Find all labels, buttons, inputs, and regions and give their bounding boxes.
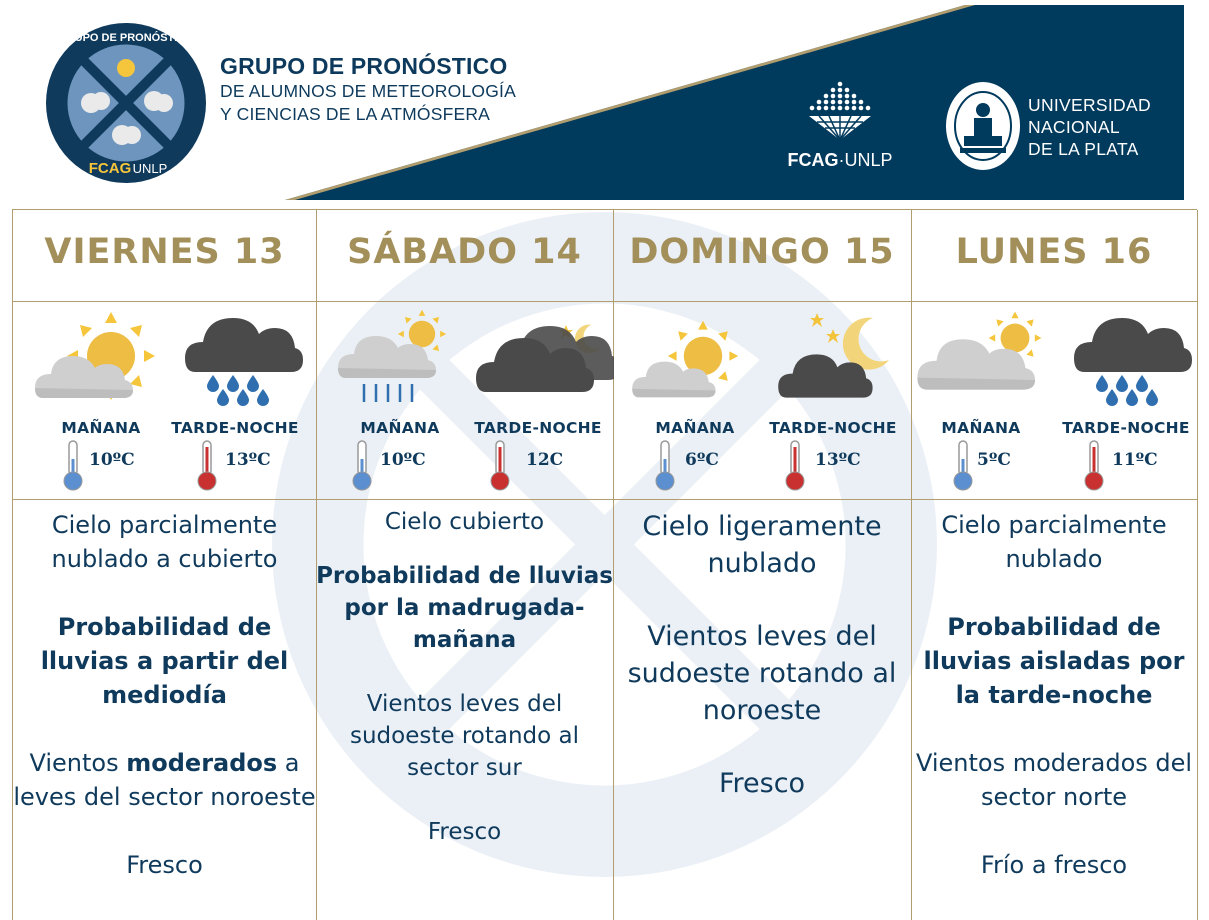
day-column-lunes [911, 210, 1198, 920]
thermometer-cold-icon [951, 440, 975, 500]
sky-text: Cielo cubierto [384, 509, 545, 535]
forecast-table [12, 209, 1197, 920]
morning-label: MAÑANA [360, 419, 440, 437]
evening-temp: 11ºC [1112, 450, 1158, 470]
partly-cloudy-night-icon [763, 310, 903, 410]
morning-temp: 6ºC [685, 450, 719, 470]
day-description [911, 508, 1197, 882]
temp-text: Frío a fresco [980, 851, 1128, 879]
wind-text: Vientos leves del sudoeste rotando al noroeste [627, 621, 897, 726]
partly-cloudy-icon [31, 310, 171, 410]
wind-text: Vientos moderados del sector norte [915, 749, 1193, 811]
thermometer-cold-icon [61, 440, 85, 500]
morning-forecast [625, 310, 765, 490]
evening-label: TARDE-NOCHE [474, 419, 602, 437]
unlp-line-2: NACIONAL [1028, 117, 1120, 137]
thermometer-cold-icon [653, 440, 677, 500]
wind-text: Vientos leves del sudoeste rotando al sector sur [349, 691, 580, 781]
fcag-unlp-logo [784, 80, 896, 171]
evening-label: TARDE-NOCHE [1062, 419, 1190, 437]
evening-forecast [165, 310, 305, 490]
seal-unlp-text: UNLP [132, 161, 168, 176]
morning-label: MAÑANA [655, 419, 735, 437]
day-title: VIERNES 13 [44, 232, 285, 272]
wind-text-c: a leves del sector noroeste [13, 749, 316, 811]
thermometer-hot-icon [783, 440, 807, 500]
header [0, 0, 1209, 205]
thermometer-hot-icon [1082, 440, 1106, 500]
thermometer-hot-icon [488, 440, 512, 500]
grupo-title-block [220, 52, 516, 126]
evening-forecast [1056, 310, 1196, 490]
partly-cloudy-icon [911, 310, 1051, 410]
temp-text: Fresco [126, 851, 203, 879]
header-row-divider [13, 301, 1197, 302]
morning-temp: 5ºC [977, 450, 1011, 470]
wind-text [13, 746, 316, 814]
morning-forecast [911, 310, 1051, 490]
thermometer-cold-icon [350, 440, 374, 500]
fcag-label-b: ·UNLP [838, 150, 893, 170]
sky-text: Cielo parcialmente nublado [941, 511, 1167, 573]
evening-forecast [763, 310, 903, 490]
morning-label: MAÑANA [61, 419, 141, 437]
morning-temp: 10ºC [89, 450, 135, 470]
partly-cloudy-icon [625, 310, 765, 410]
day-column-sabado [316, 210, 614, 920]
sun-rain-cloud-icon [330, 310, 470, 410]
seal-top-text: GRUPO DE PRONÓSTICO [58, 32, 194, 44]
morning-forecast [31, 310, 171, 490]
temp-text: Fresco [427, 819, 502, 845]
sky-text: Cielo ligeramente nublado [642, 511, 882, 579]
fcag-label-a: FCAG [787, 150, 839, 170]
day-column-viernes [13, 210, 317, 920]
rain-cloud-icon [165, 310, 305, 410]
grupo-title: GRUPO DE PRONÓSTICO [220, 53, 508, 79]
morning-label: MAÑANA [941, 419, 1021, 437]
cloudy-night-icon [454, 310, 614, 410]
rain-text: Probabilidad de lluvias por la madrugada-mañana [316, 563, 613, 653]
rain-text: Probabilidad de lluvias aisladas por la tarde-noche [923, 613, 1185, 709]
seal-fcag-text: FCAG [88, 160, 132, 177]
evening-temp: 12C [526, 450, 564, 470]
sky-text: Cielo parcialmente nublado a cubierto [51, 511, 278, 573]
day-title: SÁBADO 14 [347, 232, 582, 272]
fcag-unlp-label [784, 150, 896, 171]
day-description [613, 508, 911, 802]
day-description [13, 508, 316, 882]
grupo-subtitle-2: Y CIENCIAS DE LA ATMÓSFERA [220, 104, 491, 124]
grupo-subtitle-1: DE ALUMNOS DE METEOROLOGÍA [220, 81, 516, 101]
evening-forecast [468, 310, 608, 490]
unlp-line-3: DE LA PLATA [1028, 139, 1139, 159]
evening-temp: 13ºC [225, 450, 271, 470]
rain-cloud-icon [1056, 310, 1196, 410]
temp-text: Fresco [718, 768, 806, 799]
rain-text: Probabilidad de lluvias a partir del mediodía [40, 613, 289, 709]
unlp-text-block [1028, 94, 1151, 160]
evening-label: TARDE-NOCHE [769, 419, 897, 437]
evening-label: TARDE-NOCHE [171, 419, 299, 437]
day-title: DOMINGO 15 [629, 232, 895, 272]
day-description [316, 506, 613, 848]
icon-row-divider [13, 499, 1197, 500]
wind-text-b: moderados [126, 749, 278, 777]
day-title: LUNES 16 [955, 232, 1153, 272]
thermometer-hot-icon [195, 440, 219, 500]
morning-forecast [330, 310, 470, 490]
evening-temp: 13ºC [815, 450, 861, 470]
day-column-domingo [613, 210, 912, 920]
grupo-pronostico-logo [46, 23, 206, 183]
wind-text-a: Vientos [29, 749, 127, 777]
morning-temp: 10ºC [380, 450, 426, 470]
unlp-seal-logo [944, 80, 1022, 172]
unlp-line-1: UNIVERSIDAD [1028, 95, 1151, 115]
fcag-grid-icon [805, 80, 875, 142]
